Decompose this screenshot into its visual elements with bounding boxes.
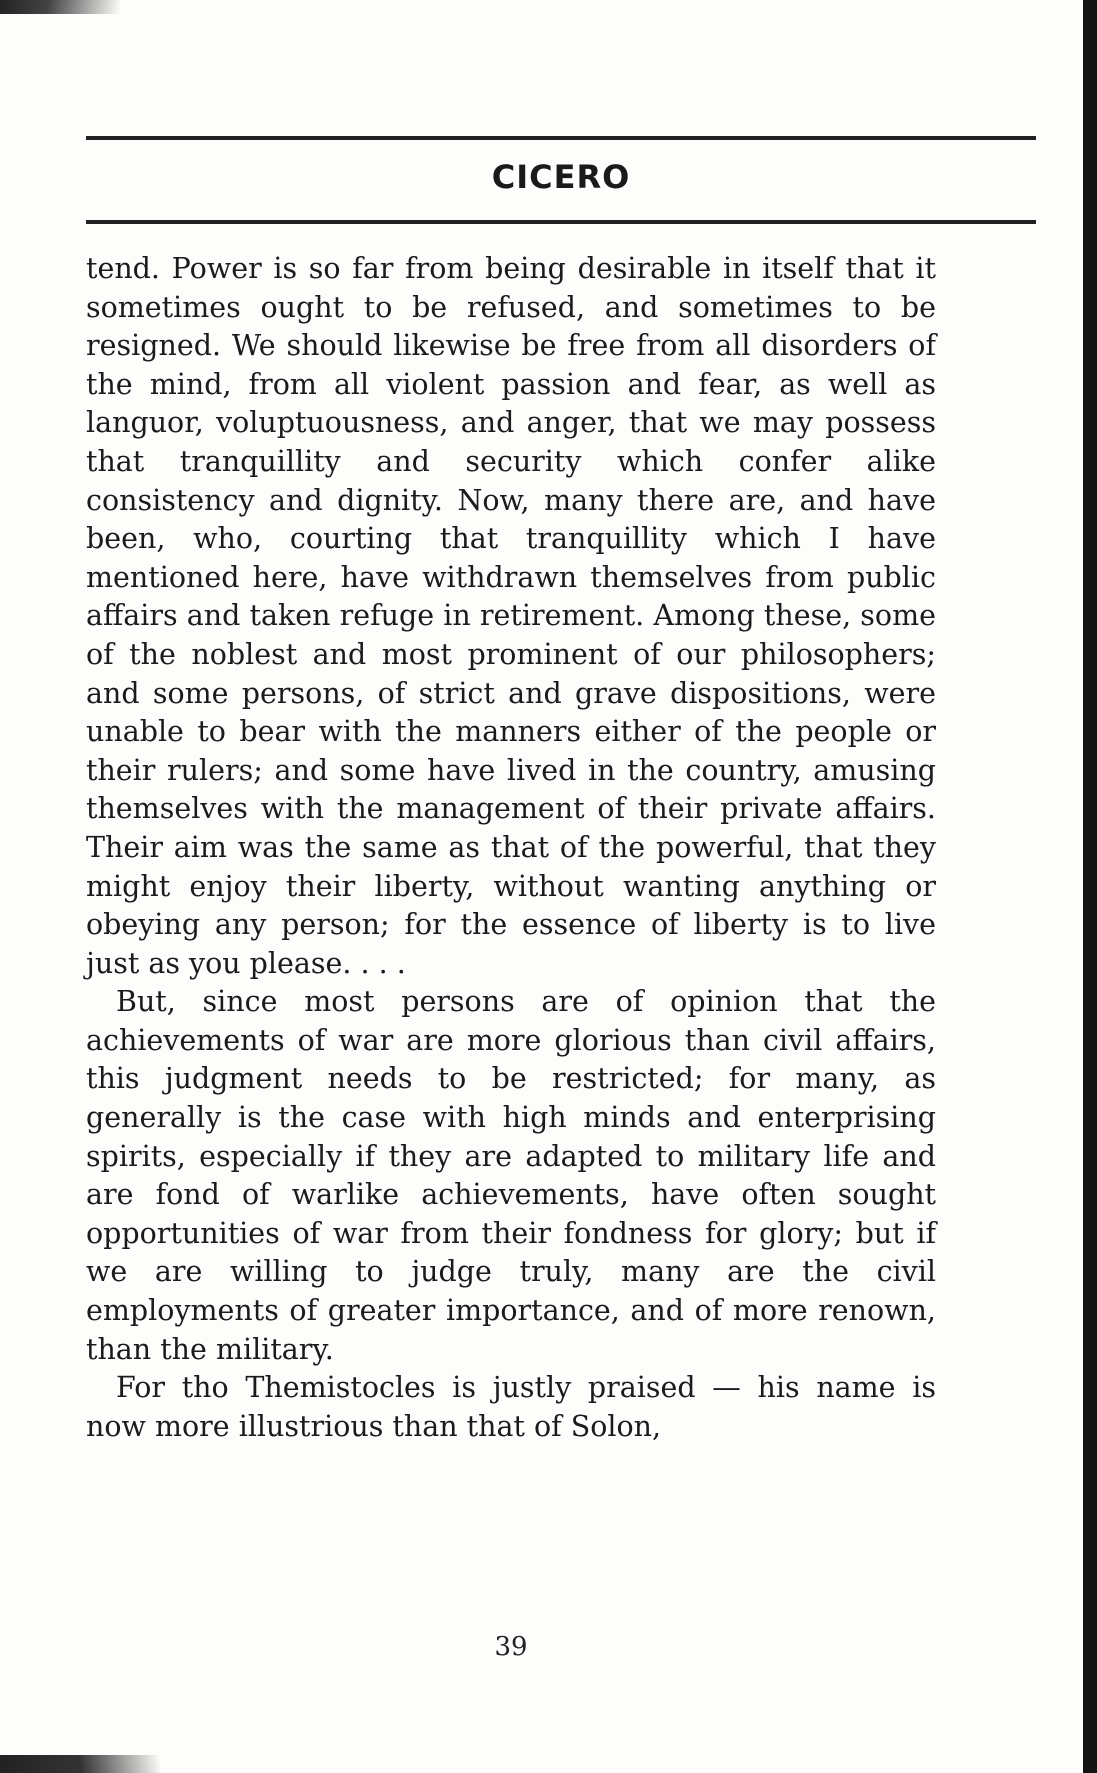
paragraph: For tho Themistocles is justly praised — his name is now more illustrious than that of Solon, <box>86 1371 936 1443</box>
header-rule-top <box>86 136 1036 140</box>
paragraph: But, since most persons are of opinion that the achievements of war are more glorious than civil affairs, this judgment needs to be restricted; for many, as generally is the case with high minds and enterprising spirits, especially if they are adapted to military life and are fond of warlike achievements, have often sought opportunities of war from their fondness for glory; but if we are willing to judge truly, many are the civil employments of greater importance, and of more renown, than the military. <box>86 985 936 1366</box>
scan-edge-bottom-left <box>0 1755 160 1773</box>
header-rule-bottom <box>86 220 1036 224</box>
paragraph-continued: tend. Power is so far from being desirable in itself that it sometimes ought to be refused, and sometimes to be resigned. We should likewise be free from all disorders of the mind, from all violent passion and fear, as well as languor, voluptuousness, and anger, that we may possess that tranquillity and security which confer alike consistency and dignity. Now, many there are, and have been, who, courting that tranquillity which I have mentioned here, have withdrawn themselves from public affairs and taken refuge in retirement. Among these, some of the noblest and most prominent of our philosophers; and some persons, of strict and grave dispositions, were unable to bear with the manners either of the people or their rulers; and some have lived in the country, amusing themselves with the management of their private affairs. Their aim was the same as that of the powerful, that they might enjoy their liberty, without wanting anything or obeying any person; for the essence of liberty is to live just as you please. . . . <box>86 252 936 980</box>
scan-edge-right <box>1083 0 1097 1773</box>
running-head: CICERO <box>491 158 631 196</box>
page-number: 39 <box>494 1632 528 1662</box>
body-text <box>86 250 936 1446</box>
scan-edge-top-left <box>0 0 120 14</box>
